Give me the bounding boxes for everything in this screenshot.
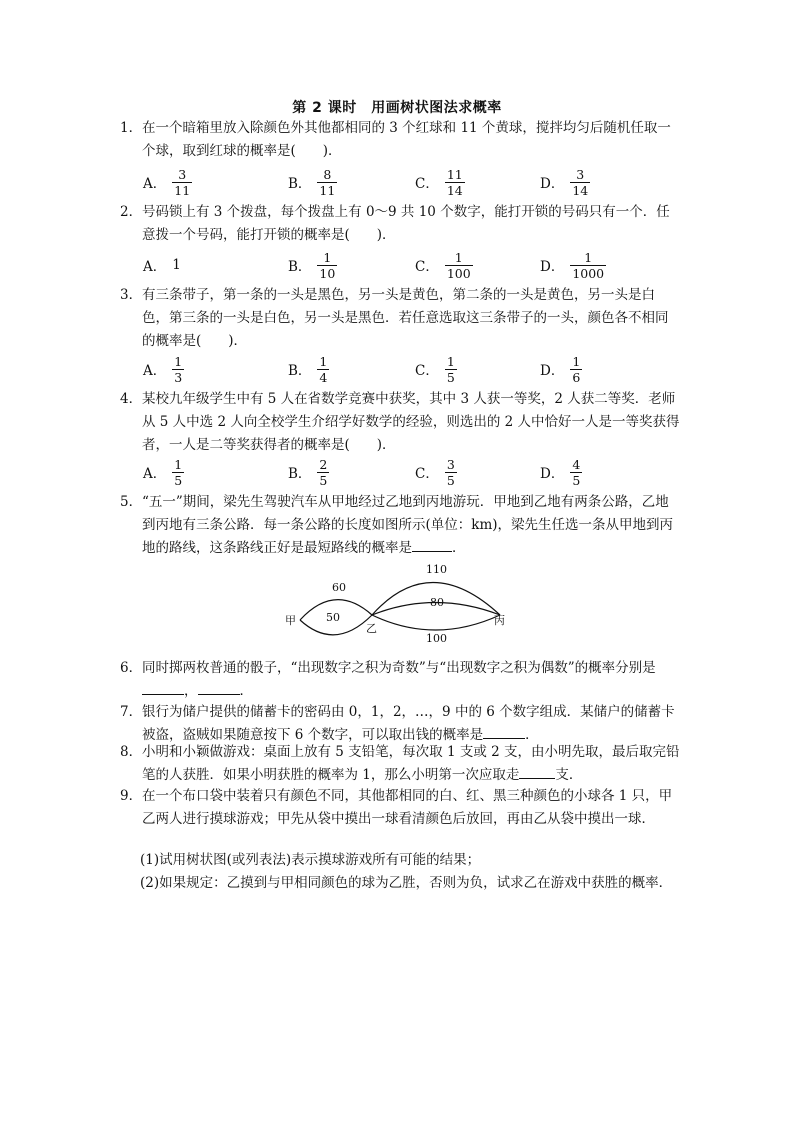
option-label: B． — [288, 259, 312, 275]
denominator: 6 — [572, 369, 581, 385]
label-50: 50 — [326, 611, 340, 624]
option-b — [288, 452, 329, 492]
question-text-end: ． — [525, 727, 539, 743]
numerator: 8 — [323, 166, 332, 182]
label-110: 110 — [426, 563, 447, 576]
denominator: 14 — [572, 182, 589, 198]
question-text-main: 同时掷两枚普通的骰子，“出现数字之积为奇数”与“出现数字之积为偶数”的概率分别是 — [142, 660, 656, 676]
option-a — [143, 245, 181, 285]
option-label: D． — [540, 259, 565, 275]
fraction — [570, 457, 582, 488]
question-text: 某校九年级学生中有 5 人在省数学竞赛中获奖，其中 3 人获一等奖，2 人获二等奖．老师从 5 人中选 2 人向全校学生介绍学好数学的经验，则选出的 2 人中恰好一人是一等奖获得者，一人是二等奖获得者的概率是( )． — [142, 391, 680, 453]
option-b — [288, 349, 329, 389]
question-number: 7． — [120, 704, 143, 720]
question-text-end: ． — [452, 540, 466, 556]
separator: ， — [184, 683, 198, 699]
question-9-part-1: (1)试用树状图(或列表法)表示摸球游戏所有可能的结果； — [140, 852, 481, 868]
option-label: D． — [540, 363, 565, 379]
question-text: 号码锁上有 3 个拨盘，每个拨盘上有 0～9 共 10 个数字，能打开锁的号码只有一个．任意拨一个号码，能打开锁的概率是( )． — [142, 204, 670, 243]
question-number: 4． — [120, 391, 143, 407]
question-text: 在一个暗箱里放入除颜色外其他都相同的 3 个红球和 11 个黄球，搅拌均匀后随机任取一个球，取到红球的概率是( )． — [142, 120, 671, 159]
question-text — [120, 657, 680, 703]
question-1 — [120, 117, 680, 163]
fraction — [172, 457, 184, 488]
denominator: 5 — [572, 472, 581, 488]
option-b — [288, 162, 337, 202]
numerator: 1 — [174, 456, 183, 472]
numerator: 1 — [174, 353, 183, 369]
question-number: 1． — [120, 120, 143, 136]
question-9-part-2: (2)如果规定：乙摸到与甲相同颜色的球为乙胜，否则为负，试求乙在游戏中获胜的概率． — [140, 875, 673, 891]
denominator: 3 — [174, 369, 183, 385]
numerator: 1 — [319, 353, 328, 369]
denominator: 5 — [174, 472, 183, 488]
option-label: B． — [288, 466, 312, 482]
denominator: 5 — [319, 472, 328, 488]
question-number: 3． — [120, 287, 143, 303]
label-60: 60 — [332, 581, 346, 594]
label-yi: 乙 — [366, 622, 377, 635]
answer-blank-2[interactable] — [198, 694, 240, 695]
denominator: 5 — [446, 369, 455, 385]
denominator: 1000 — [572, 265, 605, 281]
option-c — [415, 162, 465, 202]
option-d — [540, 245, 606, 285]
fraction — [172, 167, 192, 198]
fraction — [317, 354, 329, 385]
answer-blank[interactable] — [483, 738, 525, 739]
numerator: 1 — [572, 353, 581, 369]
option-label: D． — [540, 466, 565, 482]
question-number: 9． — [120, 788, 143, 804]
numerator: 1 — [584, 249, 593, 265]
question-text-end: ． — [239, 683, 253, 699]
option-label: C． — [415, 176, 439, 192]
denominator: 11 — [174, 182, 191, 198]
option-d — [540, 349, 582, 389]
option-c — [415, 349, 457, 389]
numerator: 1 — [454, 249, 463, 265]
question-3 — [120, 284, 680, 353]
option-d — [540, 162, 590, 202]
option-label: B． — [288, 176, 312, 192]
page-title: 第 2 课时 用画树状图法求概率 — [292, 100, 502, 116]
fraction — [445, 250, 473, 281]
fraction — [445, 354, 457, 385]
route-yi-bing-100 — [372, 615, 500, 630]
option-label: B． — [288, 363, 312, 379]
label-100: 100 — [426, 632, 447, 645]
label-80: 80 — [430, 596, 444, 609]
route-diagram — [280, 560, 520, 650]
question-text — [120, 741, 680, 787]
answer-blank-1[interactable] — [142, 694, 184, 695]
option-a — [143, 349, 184, 389]
question-4-options — [143, 452, 703, 492]
fraction — [317, 167, 337, 198]
question-text-main: 银行为储户提供的储蓄卡的密码由 0，1，2，…，9 中的 6 个数字组成．某储户的储蓄卡被盗，盗贼如果随意按下 6 个数字，可以取出钱的概率是 — [142, 704, 675, 743]
option-value: 1 — [172, 257, 181, 273]
option-label: C． — [415, 466, 439, 482]
fraction — [570, 250, 606, 281]
question-4 — [120, 388, 680, 457]
question-1-options — [143, 162, 703, 202]
question-text-main: 小明和小颖做游戏：桌面上放有 5 支铅笔，每次取 1 支或 2 支，由小明先取，最后取完铅笔的人获胜．如果小明获胜的概率为 1，那么小明第一次应取走 — [142, 744, 680, 783]
denominator: 100 — [446, 265, 471, 281]
question-number: 8． — [120, 744, 143, 760]
option-label: A． — [143, 466, 167, 482]
question-number: 5． — [120, 494, 143, 510]
answer-blank[interactable] — [412, 551, 452, 552]
fraction — [570, 354, 582, 385]
fraction — [570, 167, 590, 198]
option-c — [415, 452, 457, 492]
option-a — [143, 162, 192, 202]
numerator: 1 — [446, 353, 455, 369]
option-label: C． — [415, 259, 439, 275]
numerator: 3 — [576, 166, 585, 182]
option-b — [288, 245, 337, 285]
fraction — [317, 457, 329, 488]
question-text-end: 支． — [555, 767, 583, 783]
question-text-main: “五一”期间，梁先生驾驶汽车从甲地经过乙地到丙地游玩．甲地到乙地有两条公路，乙地到丙地有三条公路．每一条公路的长度如图所示(单位：km)，梁先生任选一条从甲地到丙地的路线，这条路线正好是最短路线的概率是 — [142, 494, 674, 556]
answer-blank[interactable] — [519, 778, 555, 779]
label-jia: 甲 — [285, 614, 296, 627]
fraction — [445, 457, 457, 488]
numerator: 2 — [319, 456, 328, 472]
question-number: 6． — [120, 660, 143, 676]
denominator: 14 — [446, 182, 463, 198]
denominator: 10 — [319, 265, 336, 281]
question-3-options — [143, 349, 703, 389]
question-6 — [120, 657, 680, 703]
numerator: 3 — [178, 166, 187, 182]
fraction — [445, 167, 465, 198]
label-bing: 丙 — [494, 614, 505, 627]
numerator: 1 — [323, 249, 332, 265]
question-9 — [120, 785, 680, 831]
fraction — [172, 354, 184, 385]
question-text: 有三条带子，第一条的一头是黑色，另一头是黄色，第二条的一头是黄色，另一头是白色，第三条的一头是白色，另一头是黑色．若任意选取这三条带子的一头，颜色各不相同的概率是( )． — [142, 287, 669, 349]
option-a — [143, 452, 184, 492]
numerator: 3 — [446, 456, 455, 472]
option-label: C． — [415, 363, 439, 379]
option-label: D． — [540, 176, 565, 192]
option-c — [415, 245, 473, 285]
denominator: 4 — [319, 369, 328, 385]
denominator: 5 — [446, 472, 455, 488]
question-2 — [120, 201, 680, 247]
question-number: 2． — [120, 204, 143, 220]
numerator: 11 — [446, 166, 463, 182]
question-8 — [120, 741, 680, 787]
option-label: A． — [143, 363, 167, 379]
denominator: 11 — [319, 182, 336, 198]
question-5 — [120, 491, 680, 560]
fraction — [317, 250, 337, 281]
numerator: 4 — [572, 456, 581, 472]
option-d — [540, 452, 582, 492]
question-text — [120, 491, 680, 560]
option-label: A． — [143, 176, 167, 192]
question-2-options — [143, 245, 703, 285]
option-label: A． — [143, 259, 167, 275]
question-text: 在一个布口袋中装着只有颜色不同，其他都相同的白、红、黑三种颜色的小球各 1 只，甲乙两人进行摸球游戏；甲先从袋中摸出一球看清颜色后放回，再由乙从袋中摸出一球． — [142, 788, 673, 827]
